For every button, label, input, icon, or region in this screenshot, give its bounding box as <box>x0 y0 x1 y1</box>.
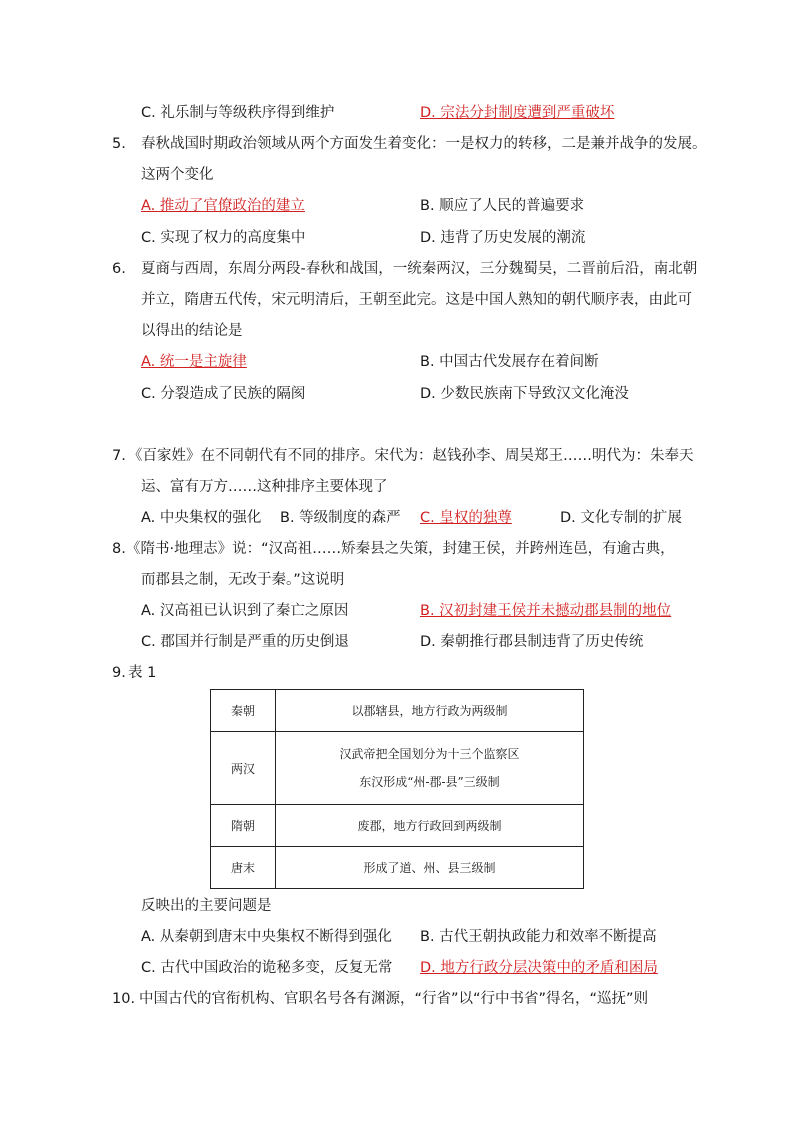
q7-option-d: D. 文化专制的扩展 <box>560 510 682 526</box>
table-cell-desc <box>276 732 584 805</box>
table-cell-era: 隋朝 <box>211 805 276 847</box>
q9-option-b: B. 古代王朝执政能力和效率不断提高 <box>420 929 657 945</box>
q7-option-a: A. 中央集权的强化 <box>141 510 262 526</box>
table-row <box>211 732 584 805</box>
q4-option-c: C. 礼乐制与等级秩序得到维护 <box>141 105 335 121</box>
q9-option-a: A. 从秦朝到唐末中央集权不断得到强化 <box>141 929 392 945</box>
q5-option-d: D. 违背了历史发展的潮流 <box>420 230 586 246</box>
table-cell-text: 废郡，地方行政回到两级制 <box>357 818 502 833</box>
q7-stem: 运、富有万方……这种排序主要体现了 <box>141 479 388 495</box>
q6-option-c: C. 分裂造成了民族的隔阂 <box>141 386 306 402</box>
q9-table <box>210 689 584 889</box>
table-cell-era: 秦朝 <box>211 690 276 732</box>
table-row <box>211 847 584 889</box>
q10-number: 10. <box>112 991 136 1007</box>
q7-number: 7. <box>112 448 126 464</box>
table-row <box>211 690 584 732</box>
q7-stem: 《百家姓》在不同朝代有不同的排序。宋代为：赵钱孙李、周吴郑王……明代为：朱奉天 <box>128 448 694 464</box>
q5-stem: 这两个变化 <box>141 167 214 183</box>
q8-number: 8. <box>112 541 126 557</box>
q5-option-a-answer: A. 推动了官僚政治的建立 <box>141 198 305 214</box>
q8-option-c: C. 郡国并行制是严重的历史倒退 <box>141 634 349 650</box>
q6-stem: 以得出的结论是 <box>141 323 243 339</box>
q6-option-b: B. 中国古代发展存在着间断 <box>420 354 599 370</box>
q8-option-a: A. 汉高祖已认识到了秦亡之原因 <box>141 603 349 619</box>
table-cell-text: 东汉形成“州-郡-县”三级制 <box>359 775 500 789</box>
table-cell-desc <box>276 690 584 732</box>
table-cell-era: 两汉 <box>211 732 276 805</box>
q8-option-b-answer: B. 汉初封建王侯并未撼动郡县制的地位 <box>420 603 672 619</box>
q7-option-c-answer: C. 皇权的独尊 <box>420 510 512 526</box>
q9-table-caption: 表 1 <box>128 665 157 681</box>
q7-option-b: B. 等级制度的森严 <box>280 510 401 526</box>
q6-option-d: D. 少数民族南下导致汉文化淹没 <box>420 386 629 402</box>
q6-stem: 并立，隋唐五代传，宋元明清后，王朝至此完。这是中国人熟知的朝代顺序表，由此可 <box>141 292 692 308</box>
q5-option-b: B. 顺应了人民的普遍要求 <box>420 198 585 214</box>
q10-stem: 中国古代的官衔机构、官职名号各有渊源，“行省”以“行中书省”得名，“巡抚”则 <box>139 991 649 1007</box>
q9-stem: 反映出的主要问题是 <box>141 898 272 914</box>
q6-option-a-answer: A. 统一是主旋律 <box>141 354 247 370</box>
q5-option-c: C. 实现了权力的高度集中 <box>141 230 306 246</box>
q8-stem: 而郡县之制，无改于秦。”这说明 <box>141 572 345 588</box>
q4-option-d-answer: D. 宗法分封制度遭到严重破坏 <box>420 105 615 121</box>
table-cell-text: 形成了道、州、县三级制 <box>363 860 496 875</box>
table-cell-text: 以郡辖县，地方行政为两级制 <box>351 703 508 718</box>
table-cell-desc <box>276 847 584 889</box>
q9-option-c: C. 古代中国政治的诡秘多变，反复无常 <box>141 960 393 976</box>
q5-stem: 春秋战国时期政治领域从两个方面发生着变化：一是权力的转移，二是兼并战争的发展。 <box>141 136 707 152</box>
table-cell-desc <box>276 805 584 847</box>
q5-number: 5. <box>112 136 126 152</box>
table-cell-era: 唐末 <box>211 847 276 889</box>
table-cell-text: 汉武帝把全国划分为十三个监察区 <box>339 747 520 761</box>
q9-number: 9. <box>112 665 126 681</box>
q6-number: 6. <box>112 261 126 277</box>
q8-option-d: D. 秦朝推行郡县制违背了历史传统 <box>420 634 644 650</box>
q9-option-d-answer: D. 地方行政分层决策中的矛盾和困局 <box>420 960 658 976</box>
q8-stem: 《隋书·地理志》说：“汉高祖……矫秦县之失策，封建王侯，并跨州连邑，有逾古典， <box>126 541 675 557</box>
table-row <box>211 805 584 847</box>
q6-stem: 夏商与西周，东周分两段-春秋和战国，一统秦两汉，三分魏蜀吴，二晋前后沿，南北朝 <box>141 261 698 277</box>
